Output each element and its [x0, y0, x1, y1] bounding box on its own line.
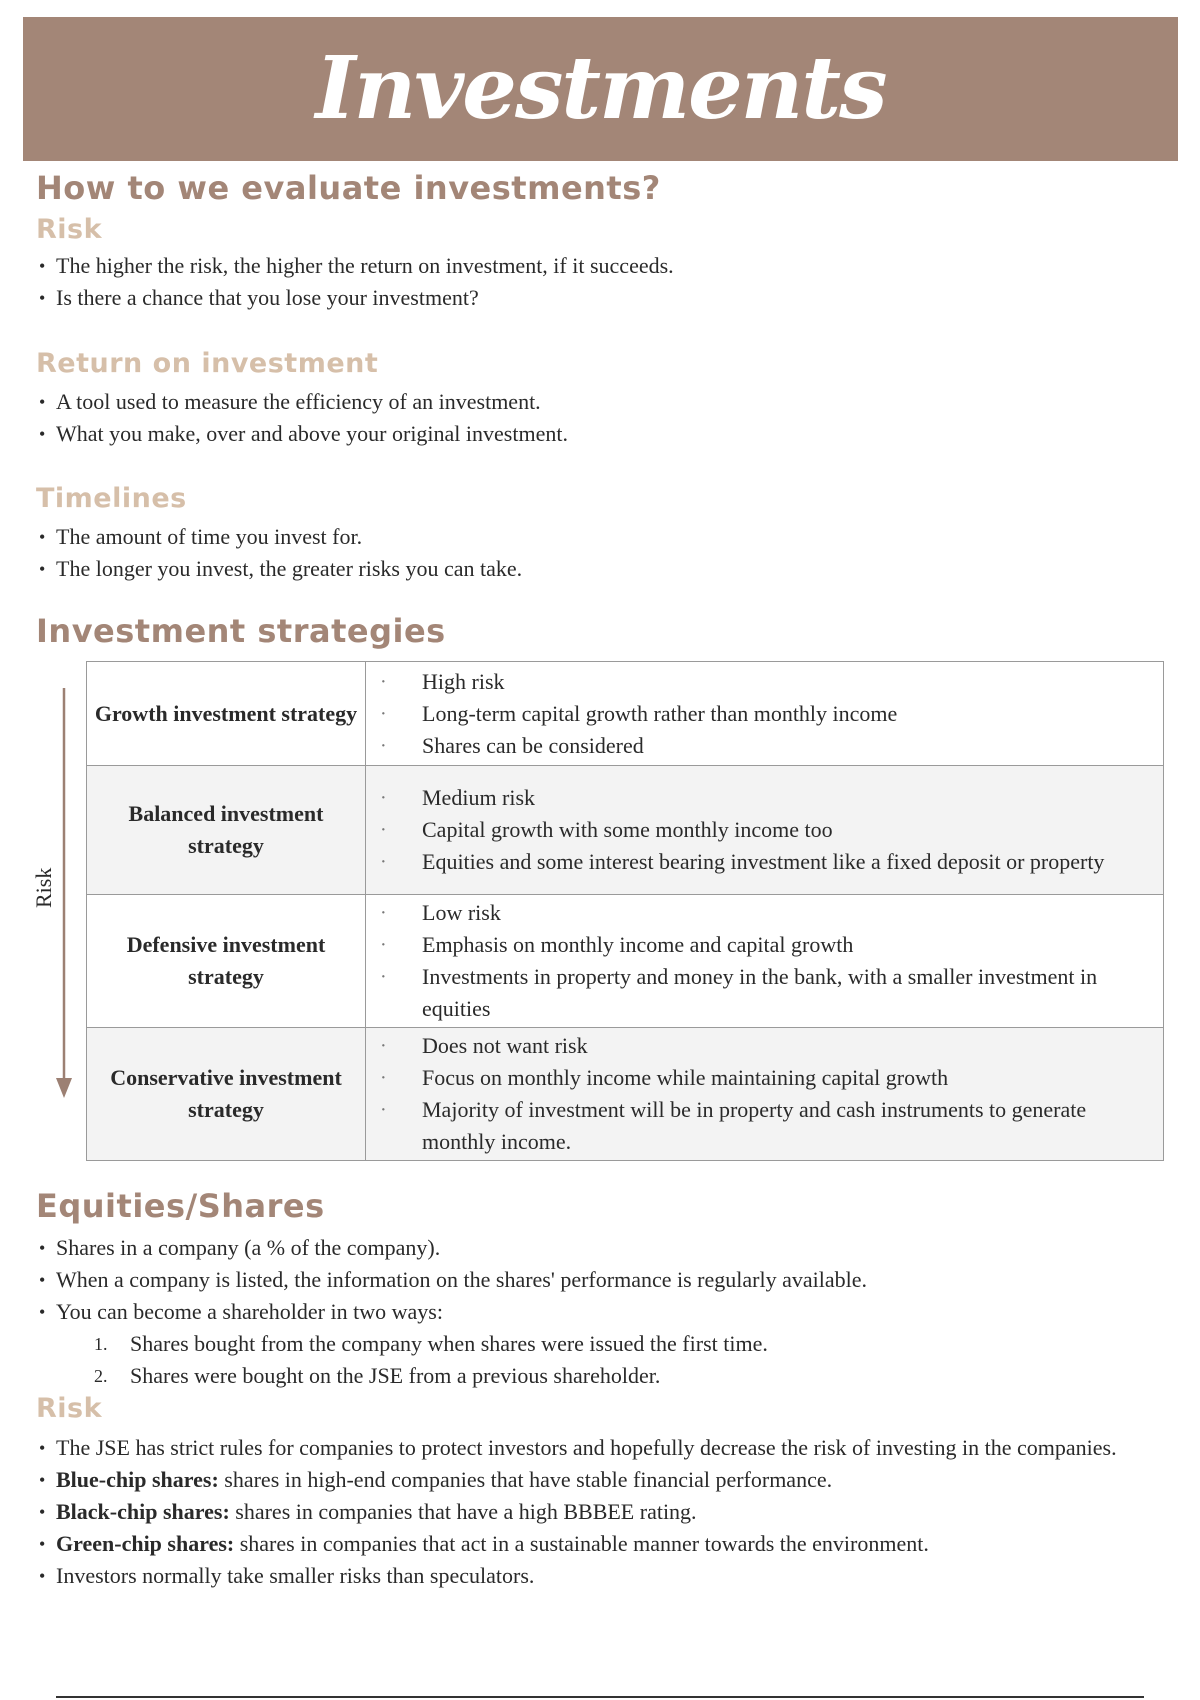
- risk-list: [36, 250, 674, 314]
- list-text: Shares were bought on the JSE from a previous shareholder.: [130, 1363, 661, 1388]
- strategy-name: Conservative investment strategy: [87, 1028, 366, 1161]
- page-title: Investments: [315, 38, 886, 139]
- equities-heading: Equities/Shares: [36, 1187, 325, 1225]
- definition: shares in companies that have a high BBBEE rating.: [235, 1499, 697, 1524]
- list-item: · Majority of investment will be in property and cash instruments to generate monthly income.: [366, 1094, 1163, 1158]
- list-item: • The higher the risk, the higher the return on investment, if it succeeds.: [36, 250, 674, 282]
- list-item: · Long-term capital growth rather than monthly income: [366, 698, 1163, 730]
- strategy-name: Defensive investment strategy: [87, 895, 366, 1028]
- list-item: • A tool used to measure the efficiency of an investment.: [36, 386, 568, 418]
- strategies-heading: Investment strategies: [36, 612, 446, 650]
- term: Green-chip shares:: [56, 1531, 235, 1556]
- list-item: [94, 1360, 768, 1392]
- list-item: · Low risk: [366, 897, 1163, 929]
- list-text: Shares bought from the company when shares were issued the first time.: [130, 1331, 768, 1356]
- ways-list: [94, 1328, 768, 1392]
- strategy-name: Balanced investment strategy: [87, 766, 366, 895]
- strategy-points: [366, 1028, 1164, 1161]
- definition: shares in companies that act in a sustainable manner towards the environment.: [239, 1531, 929, 1556]
- table-row: [87, 895, 1164, 1028]
- list-item: [36, 1464, 1166, 1496]
- evaluate-heading: How to we evaluate investments?: [36, 169, 661, 207]
- strategies-table: [86, 661, 1164, 1161]
- list-item: • What you make, over and above your original investment.: [36, 418, 568, 450]
- list-item: • Shares in a company (a % of the company).: [36, 1232, 867, 1264]
- table-row: [87, 1028, 1164, 1161]
- list-item: · Focus on monthly income while maintaining capital growth: [366, 1062, 1163, 1094]
- list-item: • Investors normally take smaller risks than speculators.: [36, 1560, 1166, 1592]
- strategy-name: Growth investment strategy: [87, 662, 366, 766]
- list-item: [36, 1496, 1166, 1528]
- list-item: • When a company is listed, the information on the shares' performance is regularly available.: [36, 1264, 867, 1296]
- term: Blue-chip shares:: [56, 1467, 219, 1492]
- roi-list: [36, 386, 568, 450]
- equities-risk-list: [36, 1432, 1166, 1592]
- list-item: · Shares can be considered: [366, 730, 1163, 762]
- list-number: 2.: [94, 1366, 108, 1386]
- list-item: · Emphasis on monthly income and capital growth: [366, 929, 1163, 961]
- table-row: [87, 662, 1164, 766]
- strategy-points: [366, 895, 1164, 1028]
- equities-risk-heading: Risk: [36, 1393, 103, 1424]
- timelines-heading: Timelines: [36, 483, 187, 514]
- risk-heading: Risk: [36, 214, 103, 245]
- equities-list: [36, 1232, 867, 1328]
- list-item: • The amount of time you invest for.: [36, 521, 522, 553]
- strategy-points: [366, 662, 1164, 766]
- list-item: • You can become a shareholder in two ways:: [36, 1296, 867, 1328]
- footer-divider: [56, 1696, 1144, 1698]
- title-banner: [23, 17, 1178, 161]
- list-item: · Does not want risk: [366, 1030, 1163, 1062]
- list-item: • The JSE has strict rules for companies to protect investors and hopefully decrease the risk of investing in the companies.: [36, 1432, 1166, 1464]
- list-item: · High risk: [366, 666, 1163, 698]
- list-item: • The longer you invest, the greater risks you can take.: [36, 553, 522, 585]
- table-row: [87, 766, 1164, 895]
- risk-axis-label: Risk: [31, 867, 56, 908]
- list-item: • Is there a chance that you lose your investment?: [36, 282, 674, 314]
- list-item: · Capital growth with some monthly income too: [366, 814, 1163, 846]
- roi-heading: Return on investment: [36, 348, 379, 379]
- list-item: [36, 1528, 1166, 1560]
- list-number: 1.: [94, 1334, 108, 1354]
- timelines-list: [36, 521, 522, 585]
- definition: shares in high-end companies that have stable financial performance.: [224, 1467, 833, 1492]
- list-item: · Investments in property and money in the bank, with a smaller investment in equities: [366, 961, 1163, 1025]
- list-item: · Medium risk: [366, 782, 1163, 814]
- list-item: · Equities and some interest bearing investment like a fixed deposit or property: [366, 846, 1163, 878]
- strategy-points: [366, 766, 1164, 895]
- term: Black-chip shares:: [56, 1499, 230, 1524]
- list-item: [94, 1328, 768, 1360]
